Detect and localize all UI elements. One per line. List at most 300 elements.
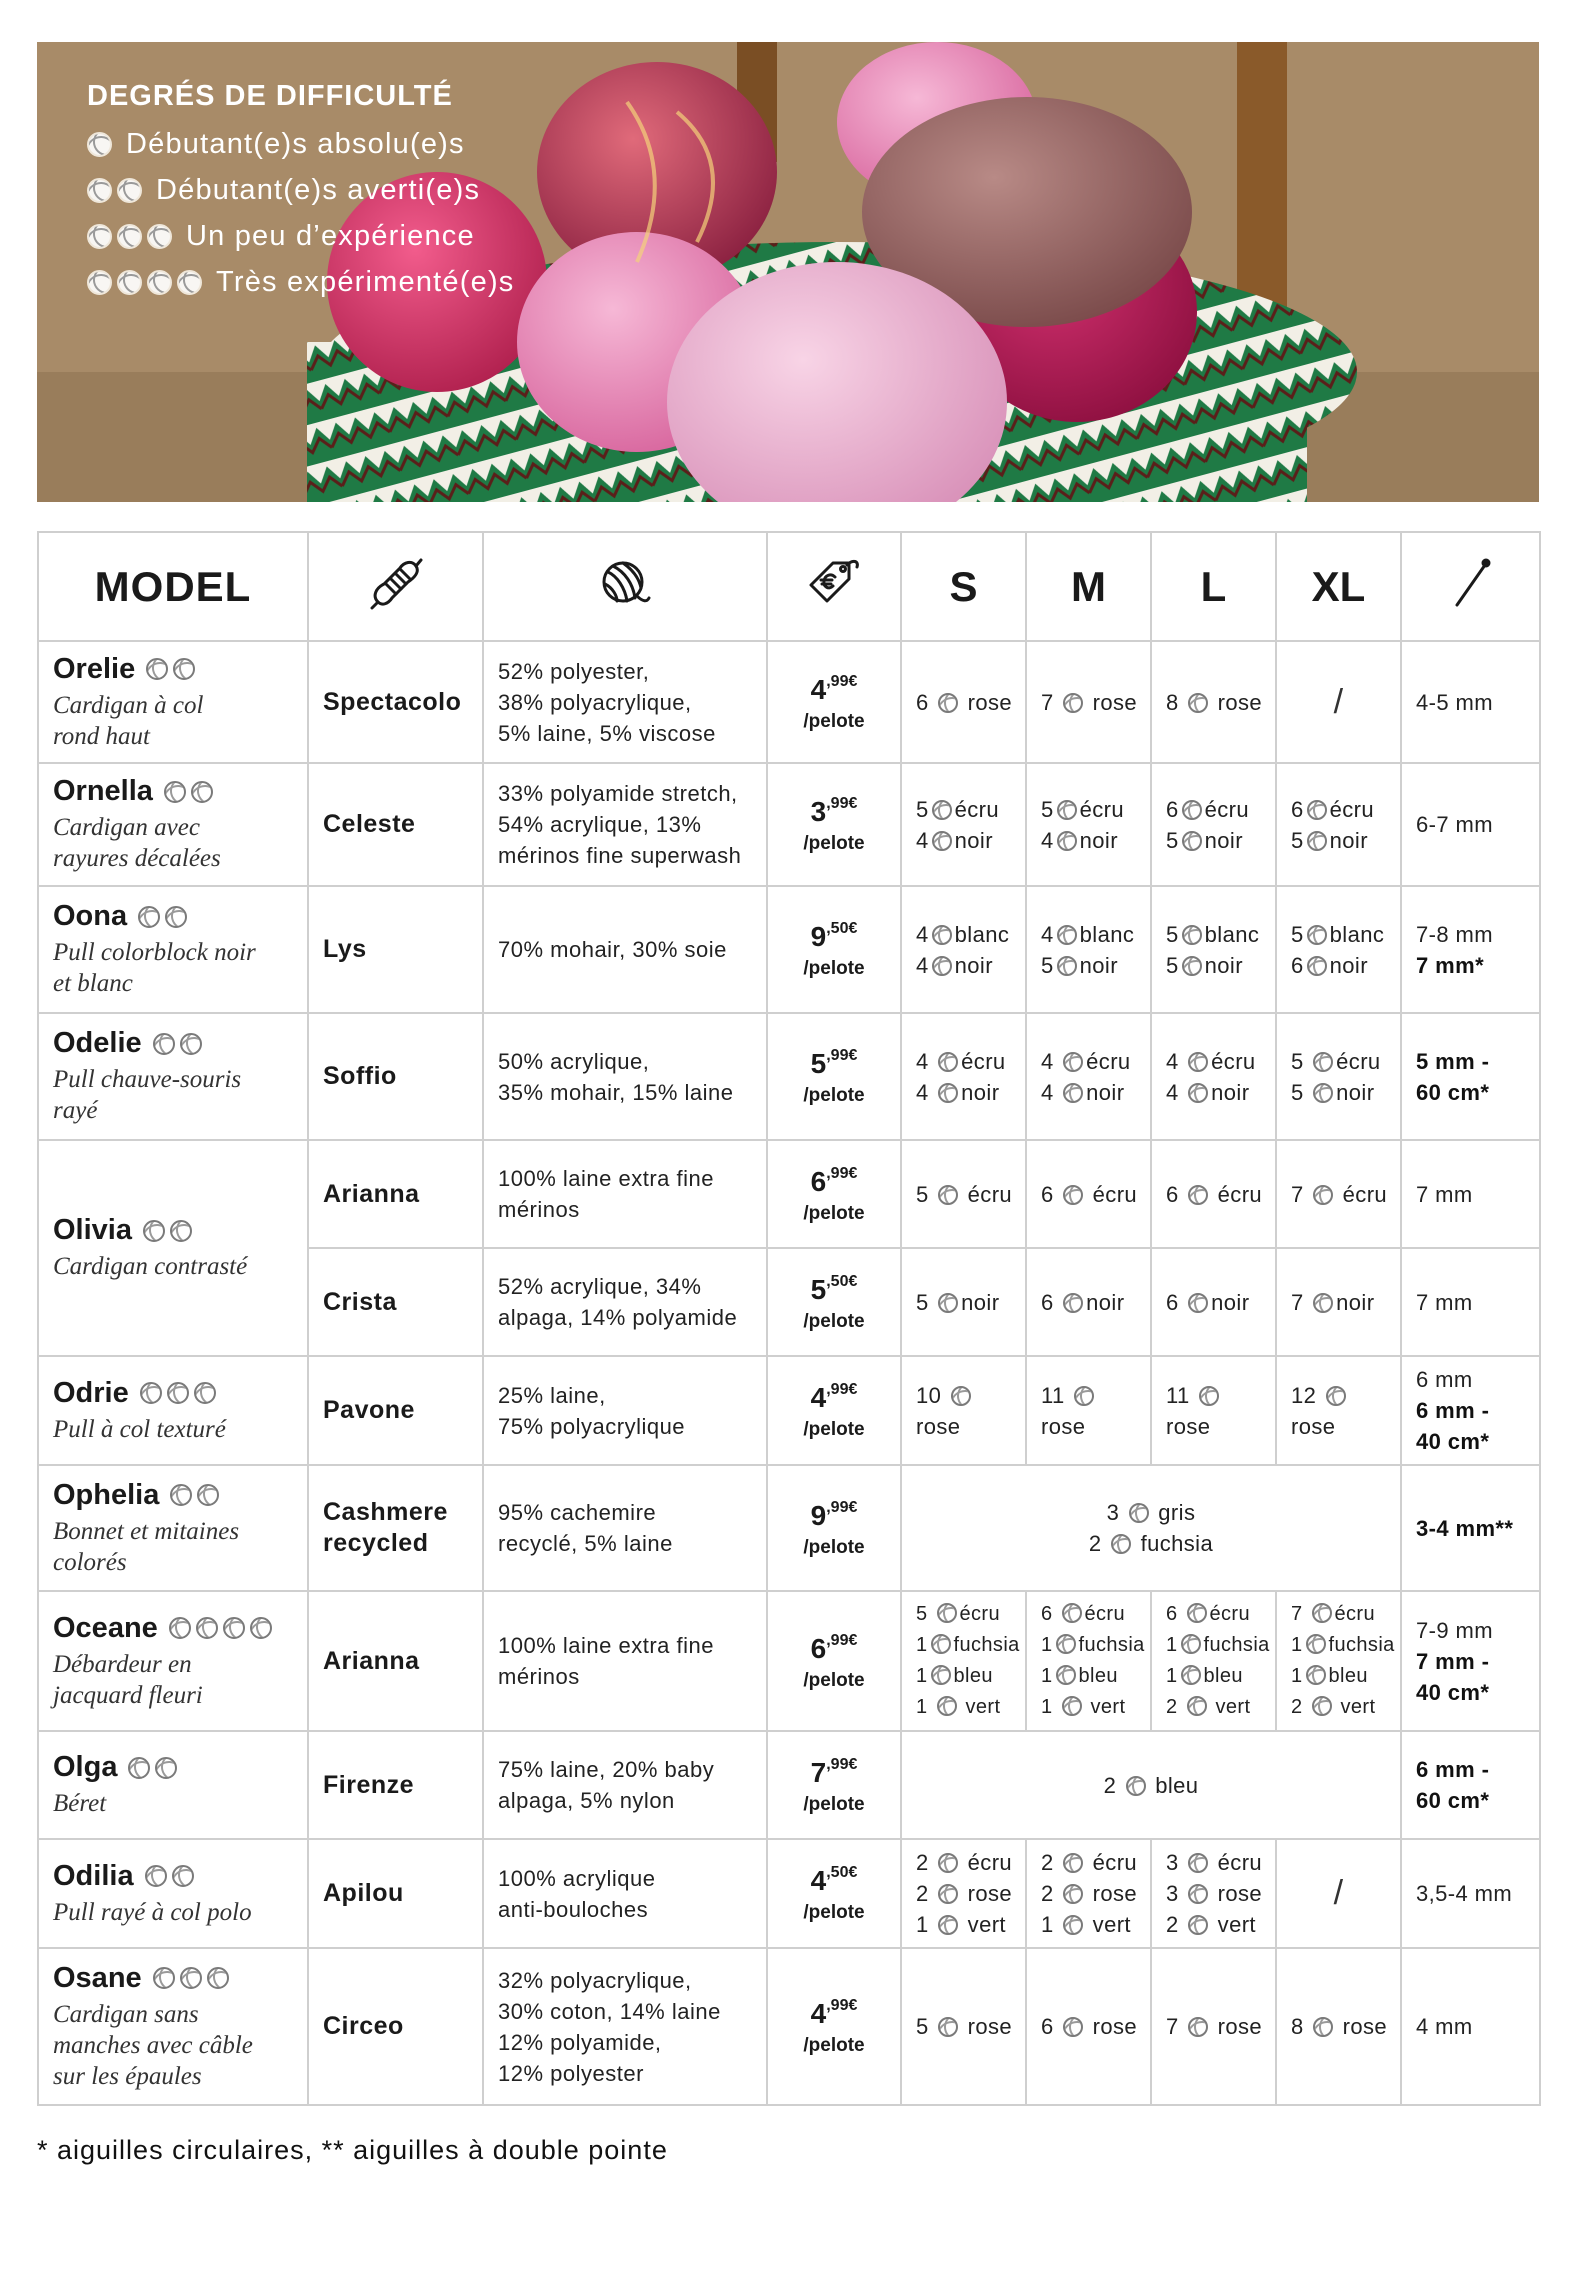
yarn-ball-icon xyxy=(938,1185,958,1205)
qty-xl: 7 écru 1 fuchsia 1 bleu 2 vert xyxy=(1276,1591,1401,1731)
composition-cell xyxy=(483,886,767,1013)
needle-cell xyxy=(1401,1731,1540,1839)
yarn-ball-icon xyxy=(1063,693,1083,713)
yarn-ball-icon xyxy=(1188,1052,1208,1072)
model-desc: rayures décalées xyxy=(53,845,221,872)
composition-line: 100% acrylique xyxy=(498,1865,656,1891)
yarn-ball-icon xyxy=(87,224,112,249)
yarn-ball-icon xyxy=(1188,1083,1208,1103)
composition-line: mérinos xyxy=(498,1197,580,1222)
price-cents: ,99€ xyxy=(826,1164,858,1182)
composition-cell xyxy=(483,1140,767,1248)
composition-line: anti-bouloches xyxy=(498,1896,649,1922)
qty-xl: 6 écru 5 noir xyxy=(1276,763,1401,886)
qty-m: 6 écru xyxy=(1026,1140,1151,1248)
qty-m: 7 rose xyxy=(1026,641,1151,763)
model-name: Ornella xyxy=(53,775,153,807)
model-desc: jacquard fleuri xyxy=(53,1681,203,1709)
yarn-ball-icon xyxy=(938,1052,958,1072)
yarn-ball-icon xyxy=(1326,1386,1346,1406)
model-desc: Pull à col texturé xyxy=(53,1415,226,1443)
price-unit: /pelote xyxy=(803,1085,865,1106)
yarn-ball-icon xyxy=(173,658,195,680)
yarn-ball-icon xyxy=(250,1617,272,1639)
price-int: 6 xyxy=(810,1165,827,1197)
legend-level-4 xyxy=(87,259,515,305)
composition-cell xyxy=(483,1013,767,1140)
yarn-name: Cashmere xyxy=(323,1498,448,1526)
price-int: 5 xyxy=(810,1048,827,1079)
model-name: Olga xyxy=(53,1751,118,1783)
model-desc: rond haut xyxy=(53,722,150,750)
qty-xl: 5 blanc 6 noir xyxy=(1276,886,1401,1013)
qty-s: 4 blanc 4 noir xyxy=(901,886,1026,1013)
yarn-ball-icon xyxy=(1188,2017,1208,2037)
model-desc: manches avec câble xyxy=(53,2031,253,2059)
yarn-ball-icon xyxy=(197,1484,219,1506)
yarn-ball-icon xyxy=(143,1220,165,1242)
yarn-ball-icon xyxy=(1063,1853,1083,1873)
yarn-ball-icon xyxy=(146,658,168,680)
composition-line: 75% polyacrylique xyxy=(498,1413,686,1439)
qty-m: 6 écru 1 fuchsia 1 bleu 1 vert xyxy=(1026,1591,1151,1731)
model-cell xyxy=(38,1465,308,1591)
yarn-ball-icon xyxy=(599,558,651,610)
yarn-cell: Celeste xyxy=(308,763,483,886)
qty-s: 5 noir xyxy=(901,1248,1026,1356)
needle-cell xyxy=(1401,1591,1540,1731)
price-unit: /pelote xyxy=(803,1669,865,1691)
price-unit: /pelote xyxy=(803,833,865,854)
price-cents: ,99€ xyxy=(826,795,858,812)
yarn-ball-icon xyxy=(1111,1534,1131,1554)
qty-m: 5 écru 4 noir xyxy=(1026,763,1151,886)
price-int: 3 xyxy=(810,796,827,827)
yarn-ball-icon xyxy=(191,781,213,803)
model-cell xyxy=(38,641,308,763)
qty-l: 6 écru 5 noir xyxy=(1151,763,1276,886)
model-cell xyxy=(38,1839,308,1948)
model-name: Osane xyxy=(53,1961,142,1994)
header-yarn xyxy=(308,532,483,641)
qty-l: 8 rose xyxy=(1151,641,1276,763)
yarn-ball-icon xyxy=(1306,1665,1326,1685)
needle-size-circular: 7 mm - xyxy=(1416,1648,1490,1674)
table-header-row xyxy=(38,532,1540,641)
yarn-ball-icon xyxy=(938,1853,958,1873)
composition-line: 5% laine, 5% viscose xyxy=(498,720,716,746)
legend-label: Un peu d’expérience xyxy=(186,219,475,252)
yarn-ball-icon xyxy=(1313,1293,1333,1313)
model-desc: Pull chauve-souris xyxy=(53,1066,242,1093)
composition-line: 12% polyester xyxy=(498,2060,644,2086)
table-row-ornella xyxy=(38,763,1540,886)
yarn-ball-icon xyxy=(165,906,187,928)
table-row-oona xyxy=(38,886,1540,1013)
qty-l: 7 rose xyxy=(1151,1948,1276,2105)
yarn-ball-icon xyxy=(932,800,952,820)
qty-xl: 12 rose xyxy=(1276,1356,1401,1465)
yarn-ball-icon xyxy=(1182,800,1202,820)
yarn-ball-icon xyxy=(932,831,952,851)
legend-label: Très expérimenté(e)s xyxy=(216,265,515,298)
price-cents: ,99€ xyxy=(826,1755,858,1773)
needle-size-circular: 5 mm - xyxy=(1416,1048,1490,1074)
composition-line: 100% laine extra fine xyxy=(498,1633,714,1658)
qty-l: 6 écru xyxy=(1151,1140,1276,1248)
price-int: 4 xyxy=(810,1998,827,2029)
model-name: Ophelia xyxy=(53,1478,160,1511)
qty-l: 5 blanc 5 noir xyxy=(1151,886,1276,1013)
footnote: * aiguilles circulaires, ** aiguilles à double pointe xyxy=(37,2135,668,2165)
yarn-ball-icon xyxy=(180,1033,202,1055)
composition-cell xyxy=(483,1731,767,1839)
composition-line: 38% polyacrylique, xyxy=(498,689,692,715)
yarn-ball-icon xyxy=(1307,800,1327,820)
price-unit: /pelote xyxy=(803,958,865,979)
yarn-ball-icon xyxy=(938,693,958,713)
qty-s: 10 rose xyxy=(901,1356,1026,1465)
price-cell xyxy=(767,1465,901,1591)
yarn-ball-icon xyxy=(1063,1052,1083,1072)
yarn-ball-icon xyxy=(138,906,160,928)
price-cell xyxy=(767,886,901,1013)
needle-size: 6 mm xyxy=(1416,1367,1473,1392)
composition-line: 30% coton, 14% laine xyxy=(498,1998,721,2024)
qty-one-size: 3 gris 2 fuchsia xyxy=(901,1465,1401,1591)
yarn-ball-icon xyxy=(153,1033,175,1055)
qty-s: 5 rose xyxy=(901,1948,1026,2105)
needle-cell xyxy=(1401,1013,1540,1140)
composition-line: mérinos fine superwash xyxy=(498,843,742,868)
price-cents: ,99€ xyxy=(826,1498,858,1516)
price-cell xyxy=(767,1948,901,2105)
composition-cell xyxy=(483,1465,767,1591)
price-unit: /pelote xyxy=(803,1419,865,1440)
yarn-ball-icon xyxy=(87,132,112,157)
qty-m: 4 écru 4 noir xyxy=(1026,1013,1151,1140)
price-tag-euro-icon xyxy=(805,555,863,613)
needle-cell: 4 mm xyxy=(1401,1948,1540,2105)
yarn-ball-icon xyxy=(1313,1052,1333,1072)
yarn-ball-icon xyxy=(87,178,112,203)
composition-line: 35% mohair, 15% laine xyxy=(498,1079,734,1105)
needle-cell: 7 mm xyxy=(1401,1140,1540,1248)
composition-line: 32% polyacrylique, xyxy=(498,1967,692,1993)
skein-icon xyxy=(366,554,426,614)
needle-size: 7-9 mm xyxy=(1416,1617,1493,1643)
composition-line: 95% cachemire xyxy=(498,1500,657,1525)
yarn-ball-icon xyxy=(938,1083,958,1103)
price-int: 5 xyxy=(810,1273,827,1305)
legend-label: Débutant(e)s absolu(e)s xyxy=(126,127,465,160)
yarn-ball-icon xyxy=(1063,1293,1083,1313)
yarn-cell: Crista xyxy=(308,1248,483,1356)
price-unit: /pelote xyxy=(803,1310,865,1332)
table-row-odilia xyxy=(38,1839,1540,1948)
price-unit: /pelote xyxy=(803,1793,865,1815)
difficulty-legend xyxy=(87,80,515,305)
yarn-ball-icon xyxy=(140,1382,162,1404)
price-cell xyxy=(767,1248,901,1356)
model-cell xyxy=(38,763,308,886)
yarn-ball-icon xyxy=(931,1665,951,1685)
needle-cell xyxy=(1401,886,1540,1013)
yarn-cell: Lys xyxy=(308,886,483,1013)
price-cell xyxy=(767,1839,901,1948)
difficulty-balls xyxy=(146,658,195,680)
needle-cell: 4-5 mm xyxy=(1401,641,1540,763)
yarn-ball-icon xyxy=(155,1757,177,1779)
price-cents: ,50€ xyxy=(826,920,858,937)
composition-line: alpaga, 14% polyamide xyxy=(498,1305,738,1330)
legend-level-1 xyxy=(87,121,515,167)
price-int: 7 xyxy=(810,1756,827,1788)
header-size-s: S xyxy=(901,532,1026,641)
model-cell xyxy=(38,1013,308,1140)
model-desc: Cardigan avec xyxy=(53,814,200,841)
legend-level-2 xyxy=(87,167,515,213)
composition-cell xyxy=(483,1356,767,1465)
model-name: Odrie xyxy=(53,1376,129,1409)
composition-line: recyclé, 5% laine xyxy=(498,1531,673,1556)
yarn-ball-icon xyxy=(1063,1915,1083,1935)
yarn-ball-icon xyxy=(177,270,202,295)
price-int: 9 xyxy=(810,921,827,952)
yarn-ball-icon xyxy=(937,1603,957,1623)
qty-m: 4 blanc 5 noir xyxy=(1026,886,1151,1013)
model-cell xyxy=(38,1731,308,1839)
yarn-ball-icon xyxy=(1056,1665,1076,1685)
yarn-ball-icon xyxy=(1187,1696,1207,1716)
header-price xyxy=(767,532,901,641)
needle-cell xyxy=(1401,1465,1540,1591)
price-cell xyxy=(767,641,901,763)
models-table xyxy=(37,531,1541,2106)
yarn-name: recycled xyxy=(323,1529,429,1557)
yarn-cell: Arianna xyxy=(308,1140,483,1248)
model-name: Olivia xyxy=(53,1214,132,1246)
yarn-ball-icon xyxy=(1199,1386,1219,1406)
model-desc: Pull rayé à col polo xyxy=(53,1898,252,1926)
yarn-ball-icon xyxy=(117,270,142,295)
yarn-ball-icon xyxy=(1182,956,1202,976)
model-cell xyxy=(38,1140,308,1356)
table-row-olivia-a xyxy=(38,1140,1540,1248)
price-cell xyxy=(767,763,901,886)
qty-m: 6 noir xyxy=(1026,1248,1151,1356)
yarn-ball-icon xyxy=(207,1967,229,1989)
yarn-ball-icon xyxy=(170,1484,192,1506)
needle-cell: 7 mm xyxy=(1401,1248,1540,1356)
model-desc: rayé xyxy=(53,1097,98,1124)
model-desc: Béret xyxy=(53,1790,107,1817)
hero-image xyxy=(37,42,1539,502)
yarn-ball-icon xyxy=(1313,1185,1333,1205)
qty-xl: 5 écru 5 noir xyxy=(1276,1013,1401,1140)
yarn-ball-icon xyxy=(931,1634,951,1654)
price-unit: /pelote xyxy=(803,2035,865,2056)
model-desc: Cardigan à col xyxy=(53,691,204,719)
yarn-ball-icon xyxy=(147,270,172,295)
qty-m: 2 écru 2 rose 1 vert xyxy=(1026,1839,1151,1948)
needle-cell xyxy=(1401,1356,1540,1465)
qty-s: 2 écru 2 rose 1 vert xyxy=(901,1839,1026,1948)
needle-cable-length: 60 cm* xyxy=(1416,1788,1490,1813)
yarn-ball-icon xyxy=(938,1293,958,1313)
yarn-ball-icon xyxy=(1188,1293,1208,1313)
yarn-cell: Circeo xyxy=(308,1948,483,2105)
yarn-ball-icon xyxy=(1057,956,1077,976)
composition-line: 33% polyamide stretch, xyxy=(498,781,738,806)
yarn-ball-icon xyxy=(164,781,186,803)
header-size-m: M xyxy=(1026,532,1151,641)
needle-size-circular: 6 mm - xyxy=(1416,1757,1490,1782)
price-int: 4 xyxy=(810,673,827,705)
qty-m: 6 rose xyxy=(1026,1948,1151,2105)
needle-cell: 6-7 mm xyxy=(1401,763,1540,886)
yarn-ball-icon xyxy=(1057,831,1077,851)
model-desc: Débardeur en xyxy=(53,1650,192,1678)
yarn-ball-icon xyxy=(147,224,172,249)
yarn-ball-icon xyxy=(223,1617,245,1639)
legend-level-3 xyxy=(87,213,515,259)
header-model: MODEL xyxy=(38,532,308,641)
qty-xl: 7 écru xyxy=(1276,1140,1401,1248)
composition-line: 75% laine, 20% baby xyxy=(498,1757,715,1782)
price-int: 4 xyxy=(810,1382,827,1413)
qty-s: 5 écru 4 noir xyxy=(901,763,1026,886)
yarn-ball-icon xyxy=(1057,925,1077,945)
qty-one-size: 2 bleu xyxy=(901,1731,1401,1839)
model-name: Odelie xyxy=(53,1027,142,1059)
qty-xl: / xyxy=(1276,1839,1401,1948)
qty-xl: 8 rose xyxy=(1276,1948,1401,2105)
yarn-ball-icon xyxy=(1062,1696,1082,1716)
composition-line: 70% mohair, 30% soie xyxy=(498,937,727,962)
needle-size: 7-8 mm xyxy=(1416,921,1493,947)
qty-l: 6 écru 1 fuchsia 1 bleu 2 vert xyxy=(1151,1591,1276,1731)
yarn-ball-icon xyxy=(932,956,952,976)
header-composition xyxy=(483,532,767,641)
model-name: Orelie xyxy=(53,652,136,685)
yarn-ball-icon xyxy=(938,1884,958,1904)
qty-s: 6 rose xyxy=(901,641,1026,763)
model-cell xyxy=(38,1948,308,2105)
qty-xl: / xyxy=(1276,641,1401,763)
yarn-ball-icon xyxy=(172,1865,194,1887)
composition-line: alpaga, 5% nylon xyxy=(498,1788,675,1813)
needle-size-circular: 7 mm* xyxy=(1416,952,1485,978)
price-cell xyxy=(767,1356,901,1465)
table-row-olga xyxy=(38,1731,1540,1839)
yarn-ball-icon xyxy=(1182,831,1202,851)
composition-line: 52% acrylique, 34% xyxy=(498,1274,702,1299)
yarn-ball-icon xyxy=(1188,1884,1208,1904)
yarn-cell: Spectacolo xyxy=(308,641,483,763)
qty-s: 5 écru xyxy=(901,1140,1026,1248)
composition-line: 12% polyamide, xyxy=(498,2029,662,2055)
needle-size-circular: 6 mm - xyxy=(1416,1398,1490,1423)
composition-cell xyxy=(483,641,767,763)
yarn-ball-icon xyxy=(1063,2017,1083,2037)
price-int: 9 xyxy=(810,1499,827,1531)
model-name: Odilia xyxy=(53,1859,134,1892)
table-row-osane xyxy=(38,1948,1540,2105)
model-cell xyxy=(38,1356,308,1465)
model-desc: Bonnet et mitaines xyxy=(53,1517,240,1545)
price-unit: /pelote xyxy=(803,1902,865,1923)
composition-cell xyxy=(483,1839,767,1948)
price-cell xyxy=(767,1013,901,1140)
yarn-ball-icon xyxy=(1181,1634,1201,1654)
yarn-ball-icon xyxy=(117,224,142,249)
model-name: Oona xyxy=(53,900,128,932)
yarn-ball-icon xyxy=(1063,1884,1083,1904)
composition-cell xyxy=(483,1248,767,1356)
legend-title: DEGRÉS DE DIFFICULTÉ xyxy=(87,80,453,112)
composition-cell xyxy=(483,763,767,886)
composition-line: 25% laine, xyxy=(498,1382,606,1408)
qty-s: 4 écru 4 noir xyxy=(901,1013,1026,1140)
price-unit: /pelote xyxy=(803,710,865,732)
composition-line: 54% acrylique, 13% xyxy=(498,812,702,837)
price-cents: ,50€ xyxy=(826,1864,858,1881)
price-cents: ,50€ xyxy=(826,1272,858,1290)
yarn-ball-icon xyxy=(1188,1185,1208,1205)
yarn-ball-icon xyxy=(1312,1603,1332,1623)
yarn-ball-icon xyxy=(937,1696,957,1716)
price-cell xyxy=(767,1731,901,1839)
yarn-ball-icon xyxy=(1307,925,1327,945)
qty-s: 5 écru 1 fuchsia 1 bleu 1 vert xyxy=(901,1591,1026,1731)
qty-l: 11 rose xyxy=(1151,1356,1276,1465)
yarn-ball-icon xyxy=(196,1617,218,1639)
price-cents: ,99€ xyxy=(826,1997,858,2014)
composition-line: 50% acrylique, xyxy=(498,1048,650,1074)
yarn-ball-icon xyxy=(1188,693,1208,713)
yarn-ball-icon xyxy=(1307,831,1327,851)
model-desc: Pull colorblock noir xyxy=(53,939,256,966)
yarn-ball-icon xyxy=(145,1865,167,1887)
yarn-ball-icon xyxy=(1126,1776,1146,1796)
yarn-ball-icon xyxy=(167,1382,189,1404)
yarn-ball-icon xyxy=(1313,2017,1333,2037)
yarn-ball-icon xyxy=(1129,1503,1149,1523)
yarn-ball-icon xyxy=(153,1967,175,1989)
needle-size-dpn: 3-4 mm** xyxy=(1416,1515,1514,1541)
price-cell xyxy=(767,1591,901,1731)
model-desc: et blanc xyxy=(53,970,133,997)
knitting-needle-icon xyxy=(1449,557,1493,611)
table-row-orelie xyxy=(38,641,1540,763)
yarn-cell: Pavone xyxy=(308,1356,483,1465)
qty-l: 3 écru 3 rose 2 vert xyxy=(1151,1839,1276,1948)
yarn-ball-icon xyxy=(180,1967,202,1989)
price-int: 4 xyxy=(810,1865,827,1896)
yarn-ball-icon xyxy=(1181,1665,1201,1685)
composition-cell xyxy=(483,1591,767,1731)
needle-cable-length: 40 cm* xyxy=(1416,1679,1490,1705)
qty-l: 6 noir xyxy=(1151,1248,1276,1356)
yarn-cell xyxy=(308,1465,483,1591)
yarn-ball-icon xyxy=(938,2017,958,2037)
header-size-l: L xyxy=(1151,532,1276,641)
yarn-ball-icon xyxy=(1063,1185,1083,1205)
yarn-ball-icon xyxy=(1188,1853,1208,1873)
table-row-ophelia xyxy=(38,1465,1540,1591)
yarn-ball-icon xyxy=(87,270,112,295)
